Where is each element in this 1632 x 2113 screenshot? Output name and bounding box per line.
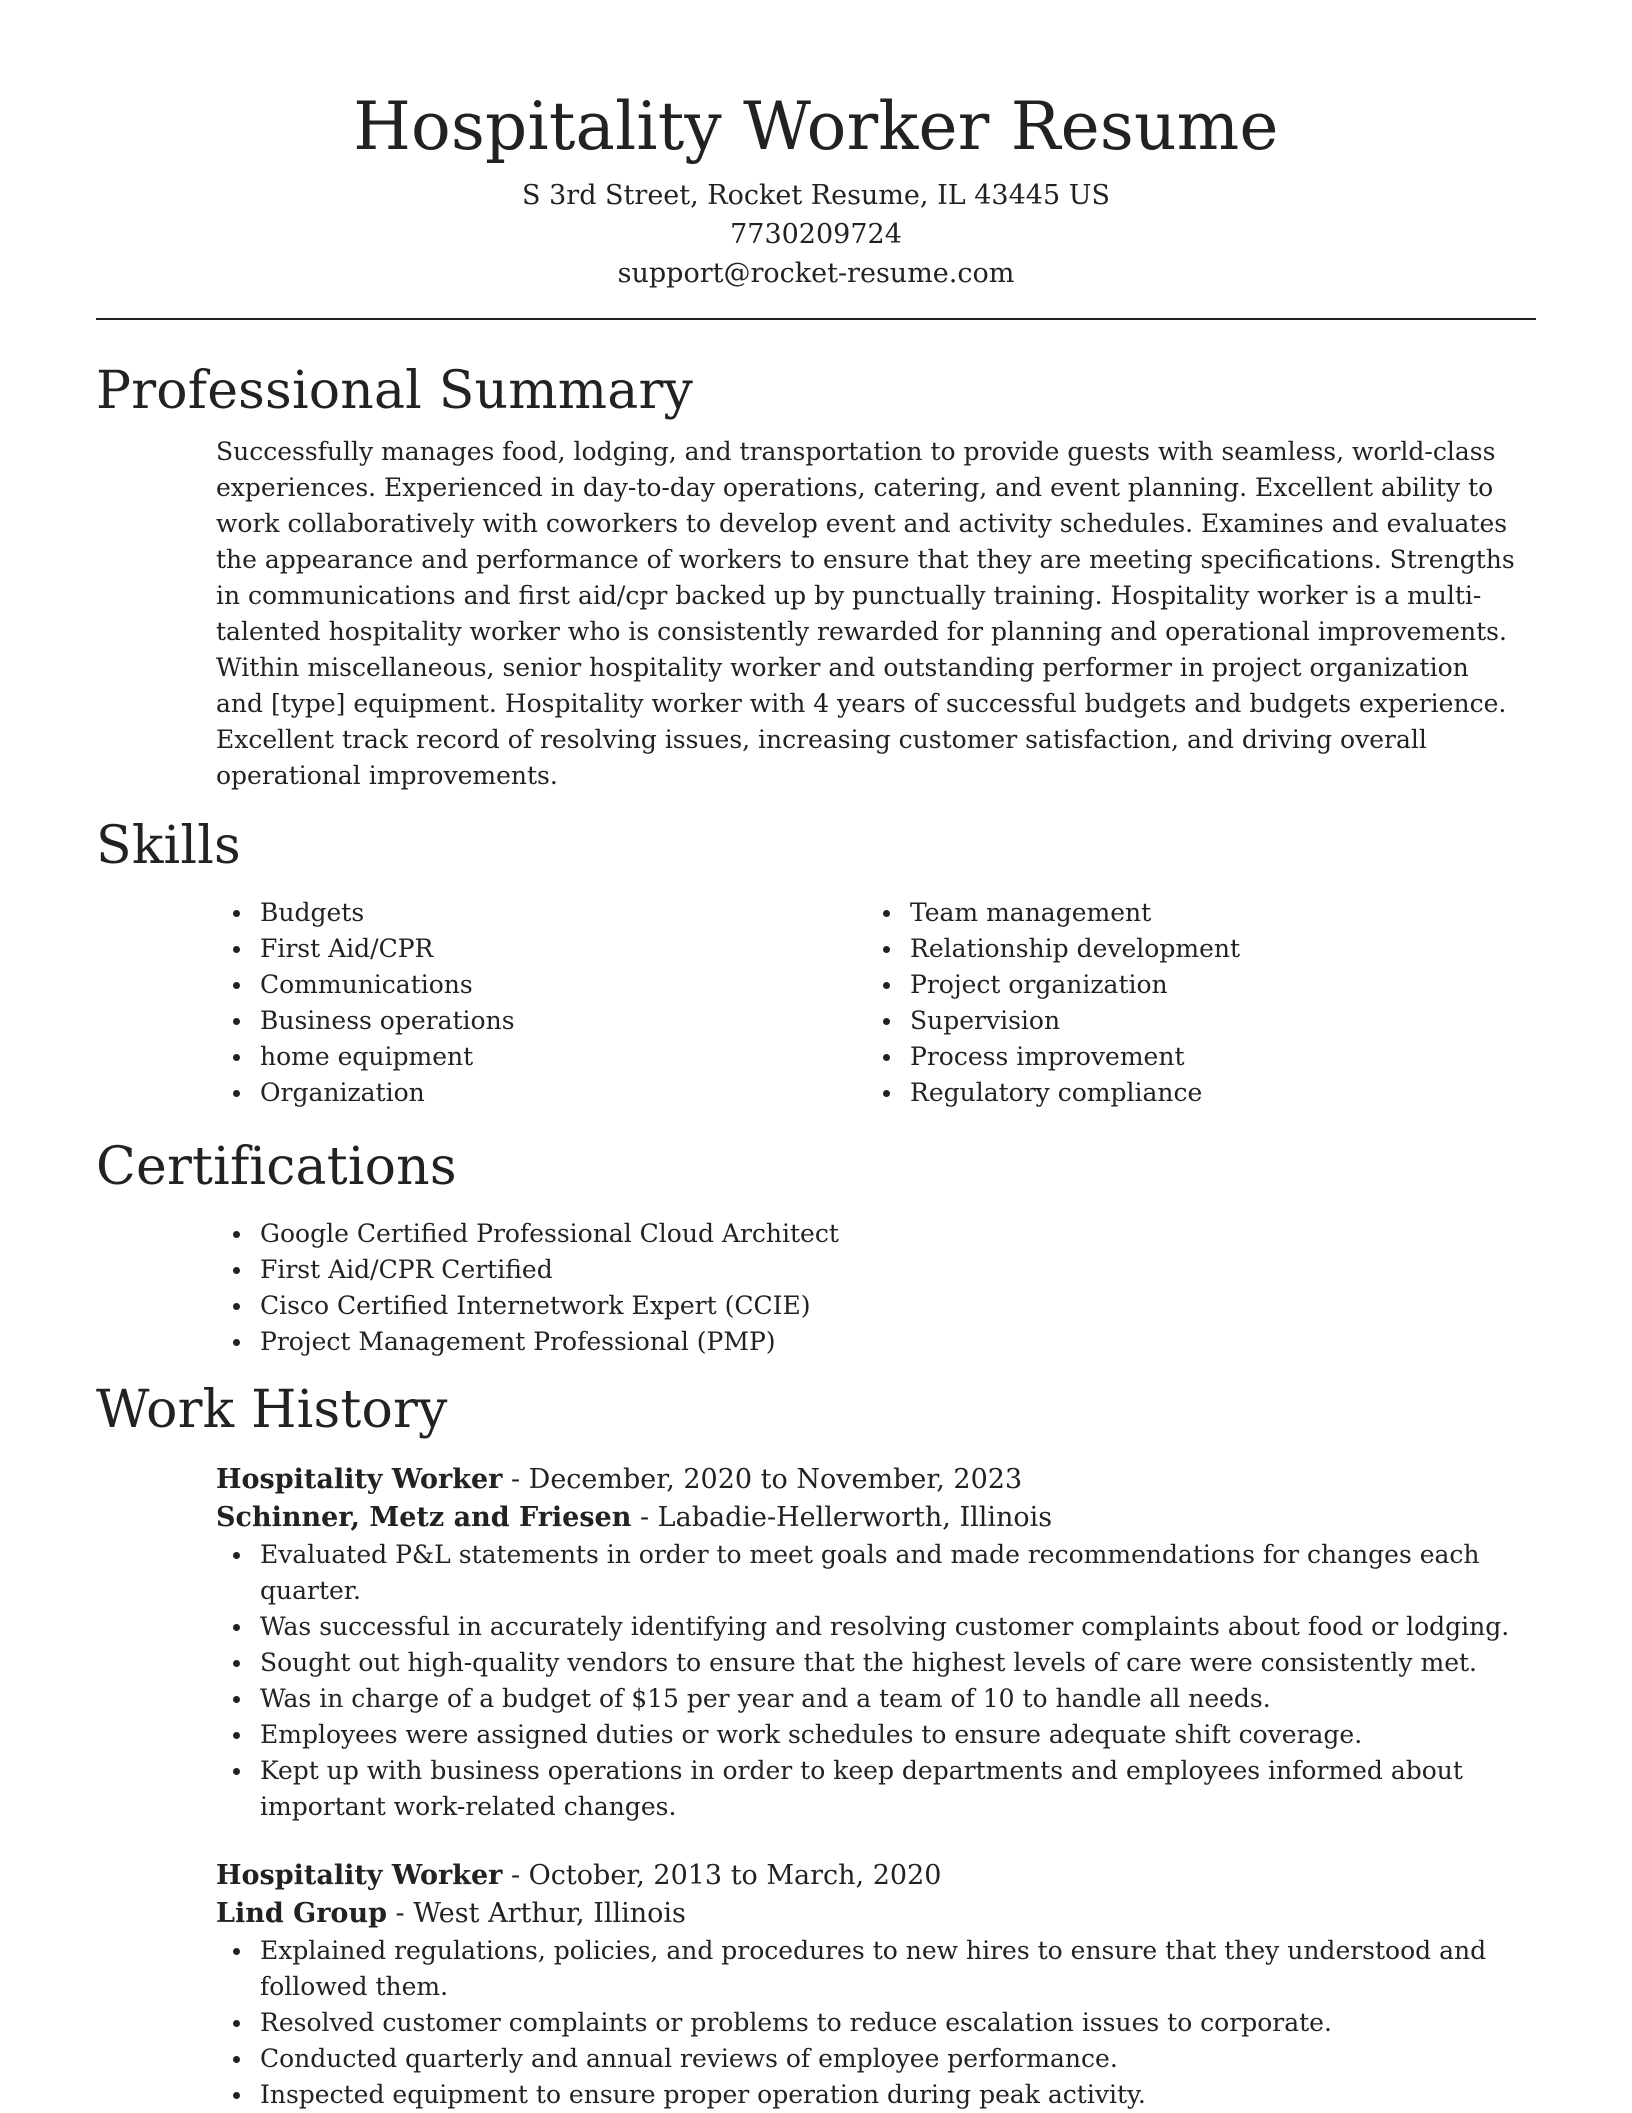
skills-heading: Skills <box>96 816 241 876</box>
job-duty-item: Resolved customer complaints or problems to reduce escalation issues to corporate. <box>260 2005 1536 2041</box>
skills-column-right <box>866 895 1516 1111</box>
certifications-list <box>216 1216 1536 1360</box>
contact-phone: 7730209724 <box>730 219 902 250</box>
certification-item: Google Certified Professional Cloud Architect <box>260 1216 1536 1252</box>
job-title: Hospitality Worker <box>216 1464 503 1495</box>
job-duties-list <box>216 1933 1536 2113</box>
job-dates: October, 2013 to March, 2020 <box>528 1860 942 1891</box>
skill-item: home equipment <box>260 1039 866 1075</box>
resume-header <box>96 0 1536 293</box>
job-duties-list <box>216 1537 1536 1825</box>
skill-item: Business operations <box>260 1003 866 1039</box>
resume-title: Hospitality Worker Resume <box>353 88 1279 165</box>
skill-item: First Aid/CPR <box>260 931 866 967</box>
job-duty-item: Employees were assigned duties or work schedules to ensure adequate shift coverage. <box>260 1717 1536 1753</box>
job-title: Hospitality Worker <box>216 1860 503 1891</box>
summary-text: Successfully manages food, lodging, and transportation to provide guests with seamless, world-class experiences. Experienced in day-to-day operations, catering, and event planning. Excellent ability to work collaboratively with coworkers to develop event and activity schedules. Examines and evaluates the appearance and performance of workers to ensure that they are meeting specifications. Strengths in communications and first aid/cpr backed up by punctually training. Hospitality worker is a multi-talented hospitality worker who is consistently rewarded for planning and operational improvements. Within miscellaneous, senior hospitality worker and outstanding performer in project organization and [type] equipment. Hospitality worker with 4 years of successful budgets and budgets experience. Excellent track record of resolving issues, increasing customer satisfaction, and driving overall operational improvements. <box>216 437 1515 790</box>
job-company-line: Lind Group - West Arthur, Illinois <box>216 1898 686 1929</box>
skill-item: Process improvement <box>910 1039 1516 1075</box>
work-history-heading: Work History <box>96 1380 448 1440</box>
job-duty-item: Conducted quarterly and annual reviews of employee performance. <box>260 2041 1536 2077</box>
job-entry <box>216 1461 1536 1825</box>
resume-page <box>96 0 1536 2113</box>
certification-item: Project Management Professional (PMP) <box>260 1324 1536 1360</box>
contact-address: S 3rd Street, Rocket Resume, IL 43445 US <box>522 180 1110 211</box>
skill-item: Supervision <box>910 1003 1516 1039</box>
job-duty-item: Was successful in accurately identifying and resolving customer complaints about food or lodging. <box>260 1609 1536 1645</box>
job-location: West Arthur, Illinois <box>413 1898 686 1929</box>
job-title-line: Hospitality Worker - December, 2020 to November, 2023 <box>216 1464 1023 1495</box>
job-title-line: Hospitality Worker - October, 2013 to March, 2020 <box>216 1860 942 1891</box>
skill-item: Team management <box>910 895 1516 931</box>
skill-item: Budgets <box>260 895 866 931</box>
job-duty-item: Evaluated P&L statements in order to meet goals and made recommendations for changes each quarter. <box>260 1537 1536 1609</box>
skill-item: Project organization <box>910 967 1516 1003</box>
job-duty-item: Kept up with business operations in order to keep departments and employees informed about important work-related changes. <box>260 1753 1536 1825</box>
skills-column-left <box>216 895 866 1111</box>
certification-item: Cisco Certified Internetwork Expert (CCIE) <box>260 1288 1536 1324</box>
skill-item: Regulatory compliance <box>910 1075 1516 1111</box>
job-company: Schinner, Metz and Friesen <box>216 1502 632 1533</box>
job-duty-item: Inspected equipment to ensure proper operation during peak activity. <box>260 2077 1536 2113</box>
certifications-block <box>216 1216 1536 1360</box>
certification-item: First Aid/CPR Certified <box>260 1252 1536 1288</box>
job-location: Labadie-Hellerworth, Illinois <box>657 1502 1053 1533</box>
job-dates: December, 2020 to November, 2023 <box>528 1464 1023 1495</box>
job-duty-item: Was in charge of a budget of $15 per year and a team of 10 to handle all needs. <box>260 1681 1536 1717</box>
job-company-line: Schinner, Metz and Friesen - Labadie-Hellerworth, Illinois <box>216 1502 1053 1533</box>
skill-item: Relationship development <box>910 931 1516 967</box>
skill-item: Organization <box>260 1075 866 1111</box>
skills-list-left <box>216 895 866 1111</box>
header-divider <box>96 318 1536 320</box>
summary-heading: Professional Summary <box>96 361 694 421</box>
job-entry <box>216 1857 1536 2113</box>
skill-item: Communications <box>260 967 866 1003</box>
skills-list-right <box>866 895 1516 1111</box>
certifications-heading: Certifications <box>96 1137 457 1197</box>
job-duty-item: Sought out high-quality vendors to ensure that the highest levels of care were consistently met. <box>260 1645 1536 1681</box>
contact-block <box>96 176 1536 293</box>
job-company: Lind Group <box>216 1898 387 1929</box>
job-duty-item: Explained regulations, policies, and procedures to new hires to ensure that they understood and followed them. <box>260 1933 1536 2005</box>
skills-columns <box>216 895 1536 1111</box>
contact-email: support@rocket-resume.com <box>617 258 1015 289</box>
